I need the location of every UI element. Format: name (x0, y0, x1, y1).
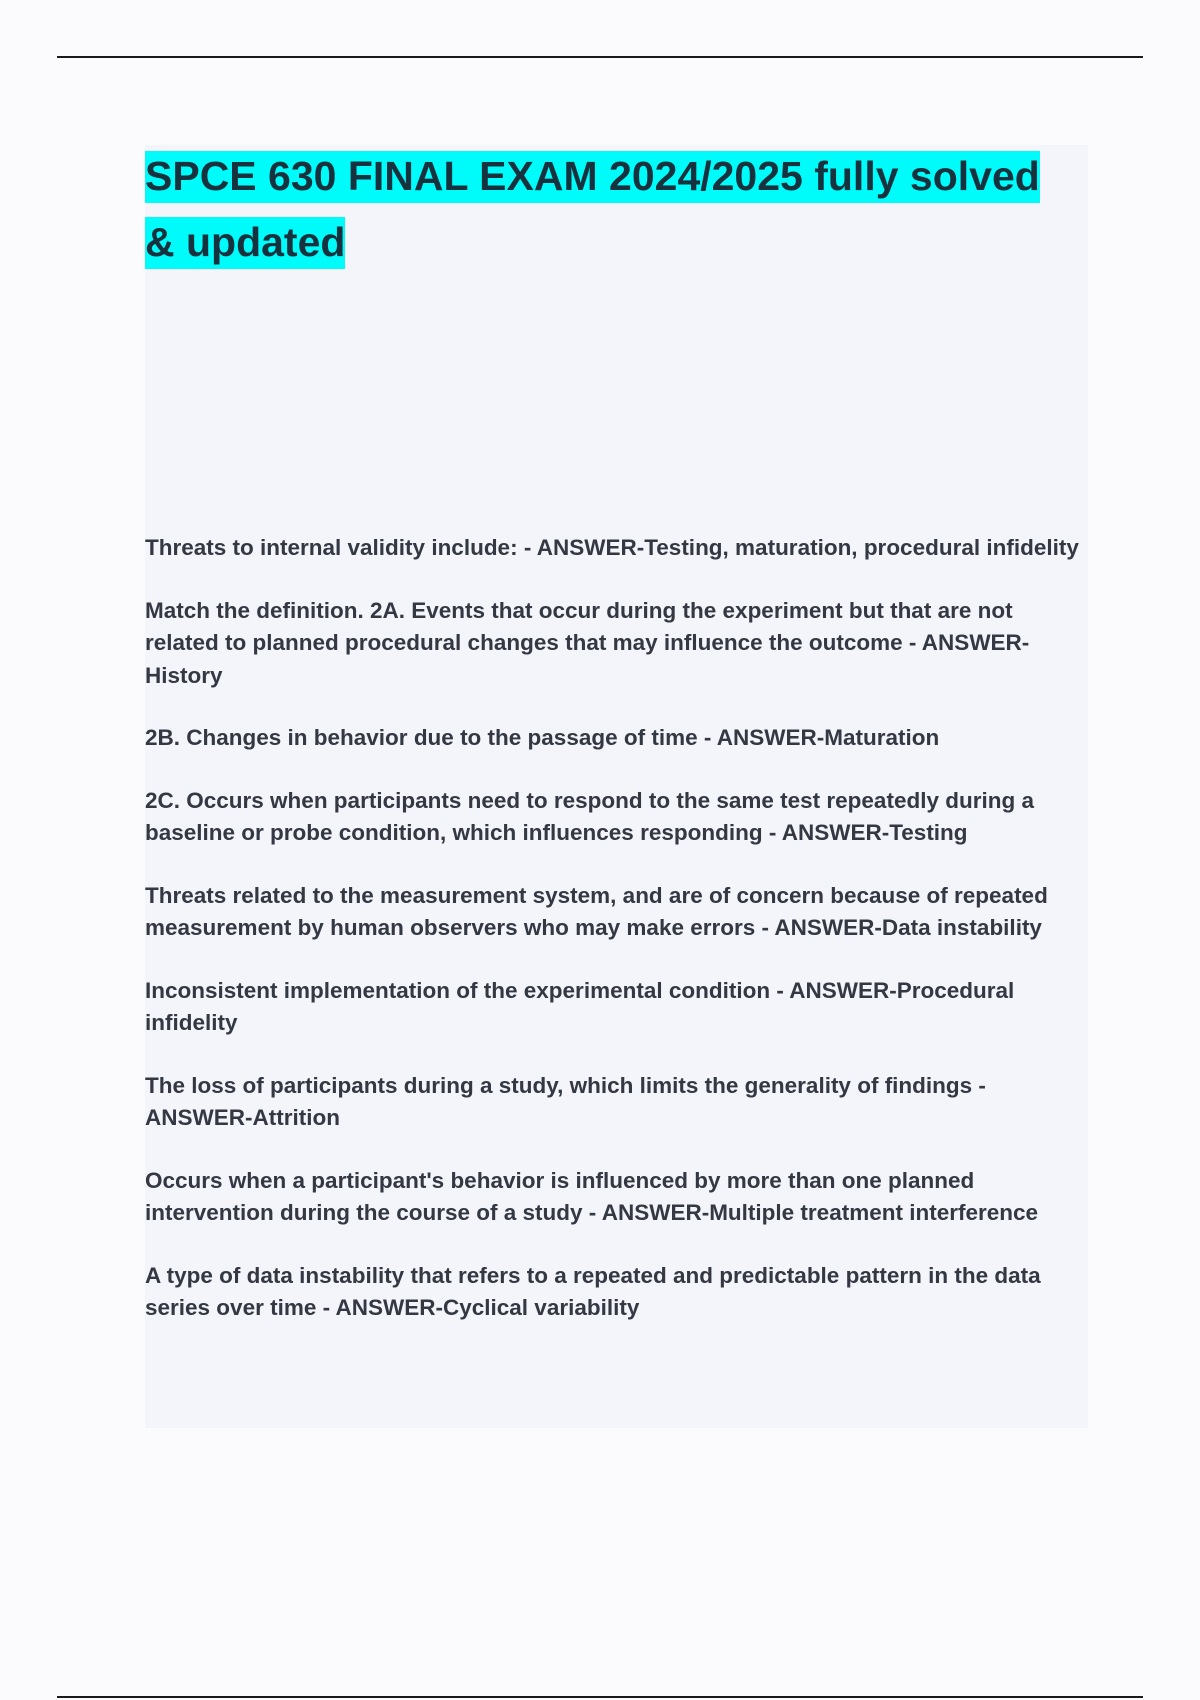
qa-item: Inconsistent implementation of the experimental condition - ANSWER-Procedural infidelity (145, 977, 1015, 1035)
qa-item: A type of data instability that refers to a repeated and predictable pattern in the data series over time - ANSWER-Cyclical variability (145, 1262, 1041, 1320)
qa-item: 2C. Occurs when participants need to respond to the same test repeatedly during a baseline or probe condition, which influences responding - ANSWER-Testing (145, 787, 1034, 845)
page-title (145, 143, 1045, 275)
qa-item: Match the definition. 2A. Events that occur during the experiment but that are not related to planned procedural changes that may influence the outcome - ANSWER-History (145, 597, 1030, 688)
qa-item: 2B. Changes in behavior due to the passage of time - ANSWER-Maturation (145, 725, 940, 750)
qa-item: The loss of participants during a study, which limits the generality of findings - ANSWER-Attrition (145, 1072, 986, 1130)
footer-rule (57, 1696, 1143, 1698)
qa-item: Threats to internal validity include: - ANSWER-Testing, maturation, procedural infidelity (145, 535, 1079, 560)
qa-list (145, 532, 1085, 1355)
qa-item: Occurs when a participant's behavior is influenced by more than one planned intervention during the course of a study - ANSWER-Multiple treatment interference (145, 1167, 1039, 1225)
qa-item: Threats related to the measurement system, and are of concern because of repeated measurement by human observers who may make errors - ANSWER-Data instability (145, 882, 1048, 940)
page-title-highlight: SPCE 630 FINAL EXAM 2024/2025 fully solved & updated (145, 151, 1040, 269)
header-rule (57, 56, 1143, 58)
